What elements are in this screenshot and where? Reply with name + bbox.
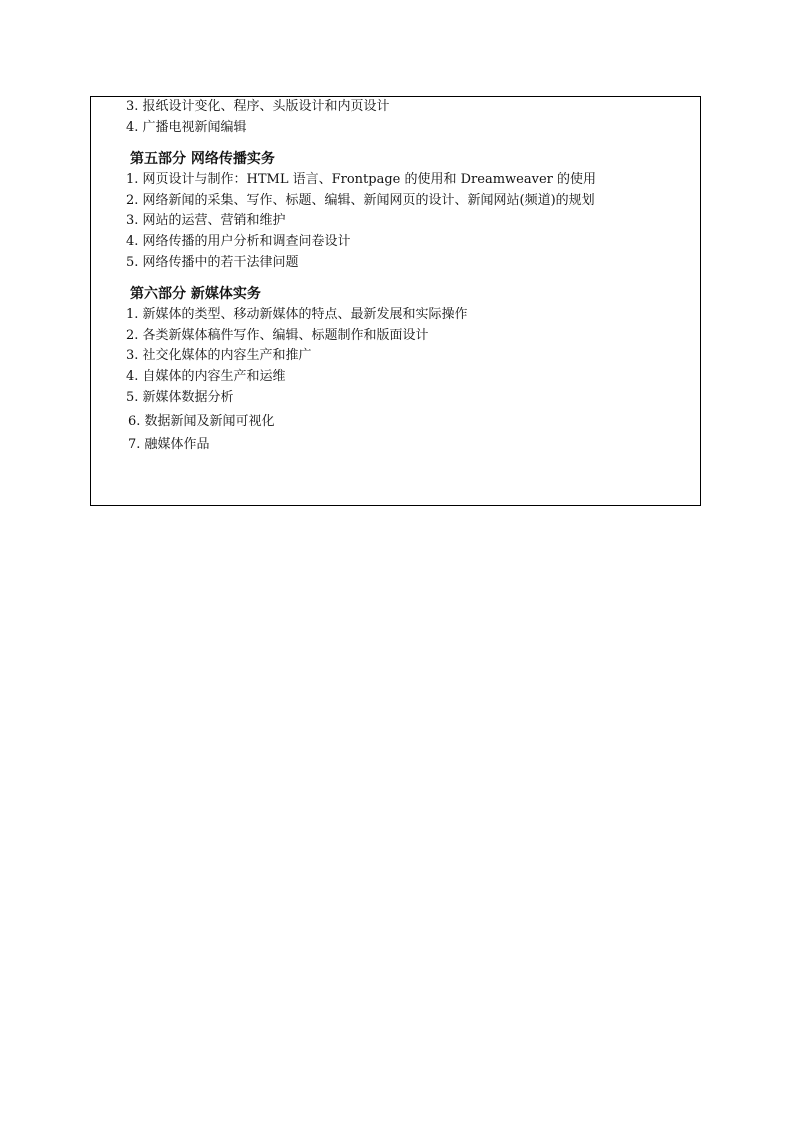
list-item: 2. 各类新媒体稿件写作、编辑、标题制作和版面设计	[126, 328, 429, 343]
list-item: 5. 网络传播中的若干法律问题	[126, 255, 299, 270]
list-item: 4. 自媒体的内容生产和运维	[126, 369, 286, 384]
list-item: 1. 网页设计与制作：HTML 语言、Frontpage 的使用和 Dreamweaver 的使用	[126, 172, 596, 187]
list-item: 3. 社交化媒体的内容生产和推广	[126, 348, 312, 363]
section-heading-part6: 第六部分 新媒体实务	[130, 286, 261, 302]
list-item: 4. 网络传播的用户分析和调查问卷设计	[126, 234, 351, 249]
list-item: 2. 网络新闻的采集、写作、标题、编辑、新闻网页的设计、新闻网站(频道)的规划	[126, 193, 595, 208]
section-heading-part5: 第五部分 网络传播实务	[130, 151, 275, 167]
list-item: 6. 数据新闻及新闻可视化	[128, 414, 275, 429]
list-item: 4. 广播电视新闻编辑	[126, 120, 247, 135]
list-item: 3. 报纸设计变化、程序、头版设计和内页设计	[126, 99, 390, 114]
list-item: 3. 网站的运营、营销和维护	[126, 213, 286, 228]
list-item: 7. 融媒体作品	[128, 437, 210, 452]
list-item: 5. 新媒体数据分析	[126, 390, 234, 405]
list-item: 1. 新媒体的类型、移动新媒体的特点、最新发展和实际操作	[126, 307, 468, 322]
